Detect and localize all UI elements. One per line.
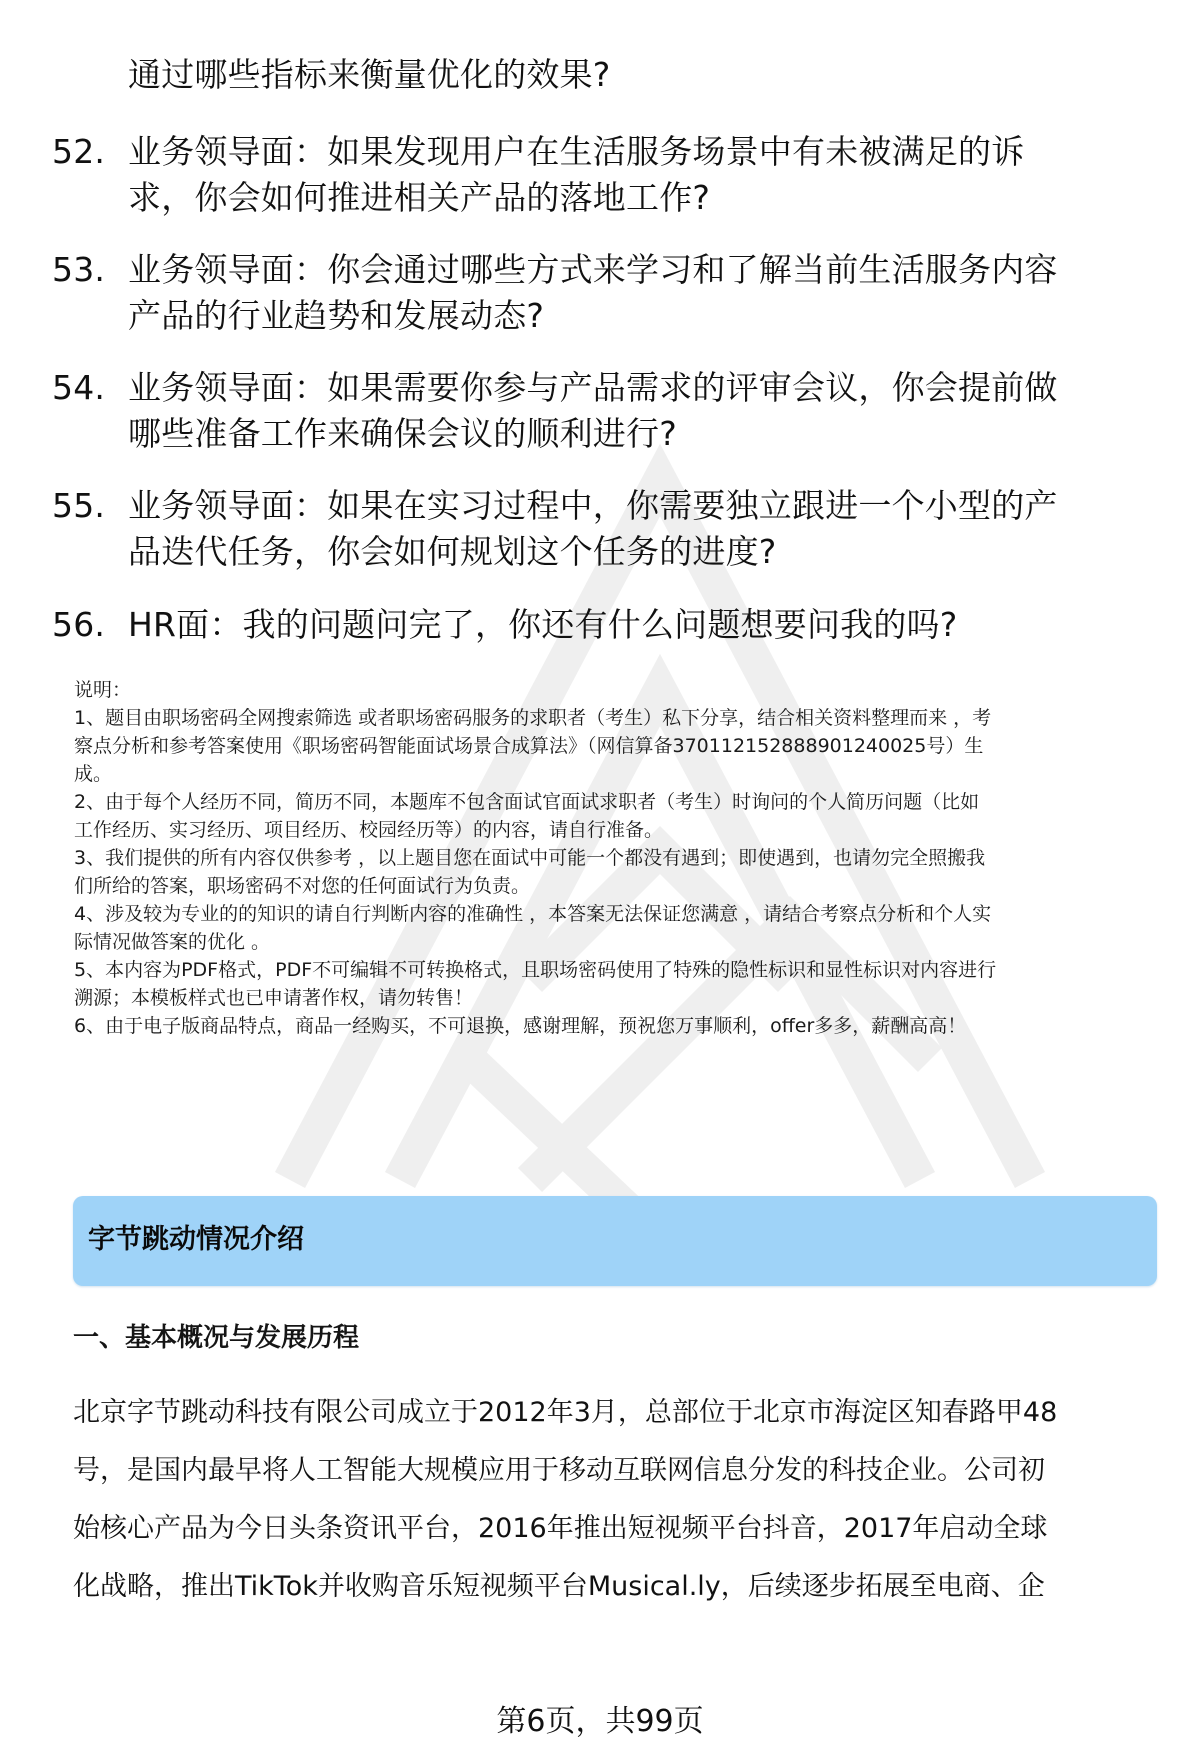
question-text-line: 哪些准备工作来确保会议的顺利进行?: [128, 414, 677, 453]
notes-line: 工作经历、实习经历、项目经历、校园经历等）的内容，请自行准备。: [74, 819, 664, 841]
question-text-line: 业务领导面：如果在实习过程中，你需要独立跟进一个小型的产: [128, 486, 1058, 525]
question-number: 56.: [52, 605, 106, 644]
section-title: 字节跳动情况介绍: [88, 1224, 304, 1255]
notes-line: 际情况做答案的优化 。: [74, 931, 271, 953]
notes-line: 成。: [74, 763, 113, 785]
disclaimer-notes: [74, 676, 1154, 1040]
question-item-52: [52, 129, 1162, 221]
notes-line: 6、由于电子版商品特点，商品一经购买，不可退换，感谢理解，预祝您万事顺利，offer多多，薪酬高高！: [74, 1015, 967, 1037]
section-header-band: [73, 1196, 1157, 1286]
paragraph-line: 号，是国内最早将人工智能大规模应用于移动互联网信息分发的科技企业。公司初: [73, 1455, 1045, 1486]
page-number-label: 第6页，共99页: [496, 1704, 704, 1739]
paragraph-line: 始核心产品为今日头条资讯平台，2016年推出短视频平台抖音，2017年启动全球: [73, 1513, 1048, 1544]
page-footer: [0, 1700, 1200, 1744]
notes-line: 2、由于每个人经历不同，简历不同，本题库不包含面试官面试求职者（考生）时询问的个人简历问题（比如: [74, 791, 980, 813]
question-item-54: [52, 365, 1162, 457]
question-text-line: 通过哪些指标来衡量优化的效果?: [128, 55, 611, 94]
question-item-55: [52, 483, 1162, 575]
body-paragraph: [73, 1384, 1163, 1616]
question-text-line: 品迭代任务，你会如何规划这个任务的进度?: [128, 532, 777, 571]
question-number: 52.: [52, 132, 106, 171]
paragraph-line: 北京字节跳动科技有限公司成立于2012年3月，总部位于北京市海淀区知春路甲48: [73, 1397, 1058, 1428]
question-text-line: 业务领导面：你会通过哪些方式来学习和了解当前生活服务内容: [128, 250, 1058, 289]
question-continuation: [52, 52, 1162, 98]
question-number: 53.: [52, 250, 106, 289]
notes-line: 1、题目由职场密码全网搜索筛选 或者职场密码服务的求职者（考生）私下分享，结合相关资料整理而来 ，考: [74, 707, 992, 729]
notes-line: 3、我们提供的所有内容仅供参考 ，以上题目您在面试中可能一个都没有遇到；即使遇到，也请勿完全照搬我: [74, 847, 986, 869]
question-item-56: [52, 602, 1162, 648]
subheading: 一、基本概况与发展历程: [73, 1323, 360, 1353]
question-text-line: HR面：我的问题问完了，你还有什么问题想要问我的吗?: [128, 605, 958, 644]
notes-line: 溯源；本模板样式也已申请著作权，请勿转售！: [74, 987, 474, 1009]
question-number: 55.: [52, 486, 106, 525]
question-text-line: 业务领导面：如果需要你参与产品需求的评审会议，你会提前做: [128, 368, 1058, 407]
question-number: 54.: [52, 368, 106, 407]
question-item-53: [52, 247, 1162, 339]
question-text-line: 产品的行业趋势和发展动态?: [128, 296, 545, 335]
question-text-line: 业务领导面：如果发现用户在生活服务场景中有未被满足的诉: [128, 132, 1025, 171]
notes-line: 察点分析和参考答案使用《职场密码智能面试场景合成算法》（网信算备370112152888901240025号）生: [74, 735, 984, 757]
question-text-line: 求，你会如何推进相关产品的落地工作?: [128, 178, 711, 217]
notes-line: 们所给的答案，职场密码不对您的任何面试行为负责。: [74, 875, 531, 897]
notes-line: 5、本内容为PDF格式，PDF不可编辑不可转换格式，且职场密码使用了特殊的隐性标识和显性标识对内容进行: [74, 959, 997, 981]
paragraph-line: 化战略，推出TikTok并收购音乐短视频平台Musical.ly，后续逐步拓展至电商、企: [73, 1571, 1045, 1602]
notes-title: 说明：: [74, 679, 132, 701]
notes-line: 4、涉及较为专业的的知识的请自行判断内容的准确性 ，本答案无法保证您满意 ，请结合考察点分析和个人实: [74, 903, 992, 925]
